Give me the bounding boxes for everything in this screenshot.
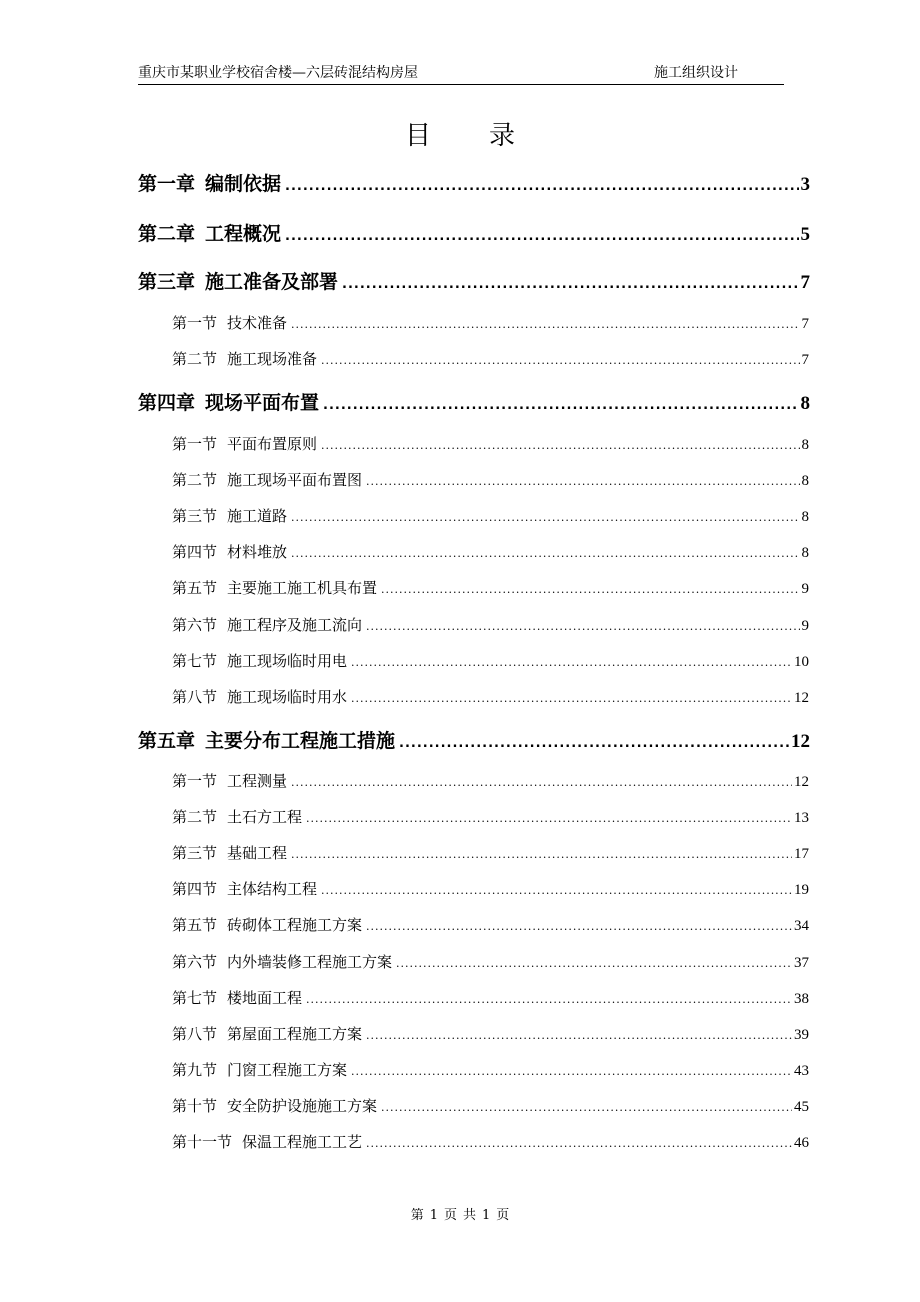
toc-entry-title: 工程概况 xyxy=(205,223,282,245)
toc-section-entry[interactable] xyxy=(172,952,809,974)
toc-section-entry[interactable] xyxy=(172,506,809,528)
footer-total-pages: 1 xyxy=(482,1208,491,1223)
toc-entry-page: 39 xyxy=(794,1027,809,1043)
toc-section-entry[interactable] xyxy=(172,1060,809,1082)
toc-entry-number: 第八节 xyxy=(172,1025,218,1043)
toc-dot-leader xyxy=(396,954,792,974)
toc-entry-title: 施工现场平面布置图 xyxy=(227,471,363,489)
toc-entry-number: 第八节 xyxy=(172,688,218,706)
toc-entry-title: 施工现场准备 xyxy=(227,350,318,368)
toc-entry-page: 12 xyxy=(791,731,810,752)
toc-entry-number: 第六节 xyxy=(172,953,218,971)
toc-dot-leader xyxy=(381,580,799,600)
toc-entry-title: 主体结构工程 xyxy=(227,880,318,898)
toc-entry-title: 第屋面工程施工方案 xyxy=(227,1025,363,1043)
toc-chapter-entry[interactable] xyxy=(138,172,810,199)
toc-entry-number: 第三节 xyxy=(172,507,218,525)
toc-section-entry[interactable] xyxy=(172,1132,809,1154)
toc-entry-number: 第二章 xyxy=(138,223,196,245)
toc-entry-page: 10 xyxy=(794,654,809,670)
toc-dot-leader xyxy=(351,1062,792,1082)
toc-entry-title: 技术准备 xyxy=(227,314,288,332)
toc-entry-title: 安全防护设施施工方案 xyxy=(227,1097,378,1115)
toc-section-entry[interactable] xyxy=(172,1096,809,1118)
toc-entry-number: 第四节 xyxy=(172,880,218,898)
toc-entry-page: 34 xyxy=(794,918,809,934)
toc-entry-number: 第十节 xyxy=(172,1097,218,1115)
toc-entry-title: 编制依据 xyxy=(205,173,282,195)
toc-section-entry[interactable] xyxy=(172,578,809,600)
toc-entry-page: 17 xyxy=(794,846,809,862)
toc-entry-page: 12 xyxy=(794,690,809,706)
toc-section-entry[interactable] xyxy=(172,615,809,637)
toc-section-entry[interactable] xyxy=(172,470,809,492)
toc-entry-title: 工程测量 xyxy=(227,772,288,790)
toc-entry-number: 第七节 xyxy=(172,989,218,1007)
toc-dot-leader xyxy=(366,472,799,492)
toc-entry-number: 第五节 xyxy=(172,916,218,934)
toc-entry-title: 平面布置原则 xyxy=(227,435,318,453)
toc-entry-title: 基础工程 xyxy=(227,844,288,862)
toc-entry-title: 主要施工施工机具布置 xyxy=(227,579,378,597)
toc-section-entry[interactable] xyxy=(172,843,809,865)
footer-total-word: 共 xyxy=(463,1208,477,1223)
header-doc-type: 施工组织设计 xyxy=(654,65,738,81)
toc-entry-title: 内外墙装修工程施工方案 xyxy=(227,953,393,971)
toc-dot-leader xyxy=(291,315,799,335)
toc-dot-leader xyxy=(291,845,792,865)
toc-dot-leader xyxy=(291,773,792,793)
toc-dot-leader xyxy=(291,544,799,564)
toc-entry-page: 9 xyxy=(801,581,809,597)
toc-section-entry[interactable] xyxy=(172,988,809,1010)
toc-entry-page: 9 xyxy=(801,618,809,634)
toc-dot-leader xyxy=(399,732,789,756)
toc-dot-leader xyxy=(323,394,798,418)
toc-entry-title: 门窗工程施工方案 xyxy=(227,1061,348,1079)
toc-entry-page: 8 xyxy=(801,437,809,453)
footer-page-word-2: 页 xyxy=(496,1208,510,1223)
toc-section-entry[interactable] xyxy=(172,542,809,564)
toc-entry-page: 3 xyxy=(800,174,810,195)
toc-dot-leader xyxy=(381,1098,792,1118)
footer-current-page: 1 xyxy=(429,1208,438,1223)
header-project-title: 重庆市某职业学校宿舍楼—六层砖混结构房屋 xyxy=(138,65,418,81)
toc-dot-leader xyxy=(351,689,792,709)
toc-entry-page: 19 xyxy=(794,882,809,898)
toc-entry-number: 第九节 xyxy=(172,1061,218,1079)
toc-entry-title: 主要分布工程施工措施 xyxy=(205,730,396,752)
toc-chapter-entry[interactable] xyxy=(138,270,810,297)
toc-dot-leader xyxy=(366,617,799,637)
toc-entry-number: 第五节 xyxy=(172,579,218,597)
toc-dot-leader xyxy=(351,653,792,673)
toc-entry-page: 8 xyxy=(801,545,809,561)
toc-entry-title: 土石方工程 xyxy=(227,808,303,826)
toc-entry-number: 第一节 xyxy=(172,772,218,790)
toc-entry-page: 45 xyxy=(794,1099,809,1115)
toc-entry-title: 现场平面布置 xyxy=(205,392,320,414)
page-title: 目录 xyxy=(404,121,573,151)
page-footer xyxy=(0,1207,920,1225)
toc-dot-leader xyxy=(285,175,798,199)
toc-entry-page: 5 xyxy=(800,224,810,245)
toc-dot-leader xyxy=(366,1134,792,1154)
toc-entry-page: 37 xyxy=(794,955,809,971)
toc-entry-page: 13 xyxy=(794,810,809,826)
toc-entry-page: 8 xyxy=(800,393,810,414)
toc-entry-number: 第七节 xyxy=(172,652,218,670)
toc-entry-number: 第一章 xyxy=(138,173,196,195)
toc-dot-leader xyxy=(366,917,792,937)
toc-entry-title: 砖砌体工程施工方案 xyxy=(227,916,363,934)
toc-entry-page: 8 xyxy=(801,509,809,525)
toc-chapter-entry[interactable] xyxy=(138,729,810,756)
toc-entry-title: 材料堆放 xyxy=(227,543,288,561)
toc-entry-number: 第四节 xyxy=(172,543,218,561)
toc-entry-number: 第三节 xyxy=(172,844,218,862)
toc-dot-leader xyxy=(306,990,792,1010)
toc-dot-leader xyxy=(321,351,799,371)
toc-entry-title: 楼地面工程 xyxy=(227,989,303,1007)
toc-section-entry[interactable] xyxy=(172,349,809,371)
toc-entry-number: 第二节 xyxy=(172,808,218,826)
toc-entry-number: 第一节 xyxy=(172,435,218,453)
toc-dot-leader xyxy=(291,508,799,528)
toc-entry-number: 第二节 xyxy=(172,350,218,368)
toc-entry-title: 施工程序及施工流向 xyxy=(227,616,363,634)
toc-entry-number: 第一节 xyxy=(172,314,218,332)
toc-entry-title: 施工现场临时用水 xyxy=(227,688,348,706)
toc-entry-page: 7 xyxy=(801,316,809,332)
toc-entry-page: 12 xyxy=(794,774,809,790)
toc-entry-page: 7 xyxy=(801,352,809,368)
toc-entry-number: 第二节 xyxy=(172,471,218,489)
toc-entry-title: 施工现场临时用电 xyxy=(227,652,348,670)
toc-entry-page: 43 xyxy=(794,1063,809,1079)
toc-entry-page: 7 xyxy=(800,272,810,293)
toc-entry-title: 施工道路 xyxy=(227,507,288,525)
toc-dot-leader xyxy=(306,809,792,829)
toc-section-entry[interactable] xyxy=(172,807,809,829)
toc-dot-leader xyxy=(342,273,798,297)
toc-dot-leader xyxy=(321,436,799,456)
toc-entry-number: 第十一节 xyxy=(172,1133,233,1151)
toc-section-entry[interactable] xyxy=(172,651,809,673)
toc-entry-title: 保温工程施工工艺 xyxy=(242,1133,363,1151)
toc-entry-page: 8 xyxy=(801,473,809,489)
toc-entry-number: 第三章 xyxy=(138,271,196,293)
toc-chapter-entry[interactable] xyxy=(138,391,810,418)
toc-section-entry[interactable] xyxy=(172,771,809,793)
toc-dot-leader xyxy=(366,1026,792,1046)
toc-section-entry[interactable] xyxy=(172,313,809,335)
toc-dot-leader xyxy=(321,881,792,901)
toc-entry-page: 46 xyxy=(794,1135,809,1151)
toc-entry-page: 38 xyxy=(794,991,809,1007)
toc-section-entry[interactable] xyxy=(172,687,809,709)
toc-entry-number: 第四章 xyxy=(138,392,196,414)
toc-entry-title: 施工准备及部署 xyxy=(205,271,339,293)
toc-section-entry[interactable] xyxy=(172,434,809,456)
toc-section-entry[interactable] xyxy=(172,879,809,901)
footer-prefix: 第 xyxy=(410,1208,424,1223)
toc-section-entry[interactable] xyxy=(172,915,809,937)
toc-entry-number: 第五章 xyxy=(138,730,196,752)
toc-section-entry[interactable] xyxy=(172,1024,809,1046)
footer-page-word: 页 xyxy=(443,1208,457,1223)
toc-chapter-entry[interactable] xyxy=(138,222,810,249)
toc-entry-number: 第六节 xyxy=(172,616,218,634)
toc-dot-leader xyxy=(285,225,798,249)
